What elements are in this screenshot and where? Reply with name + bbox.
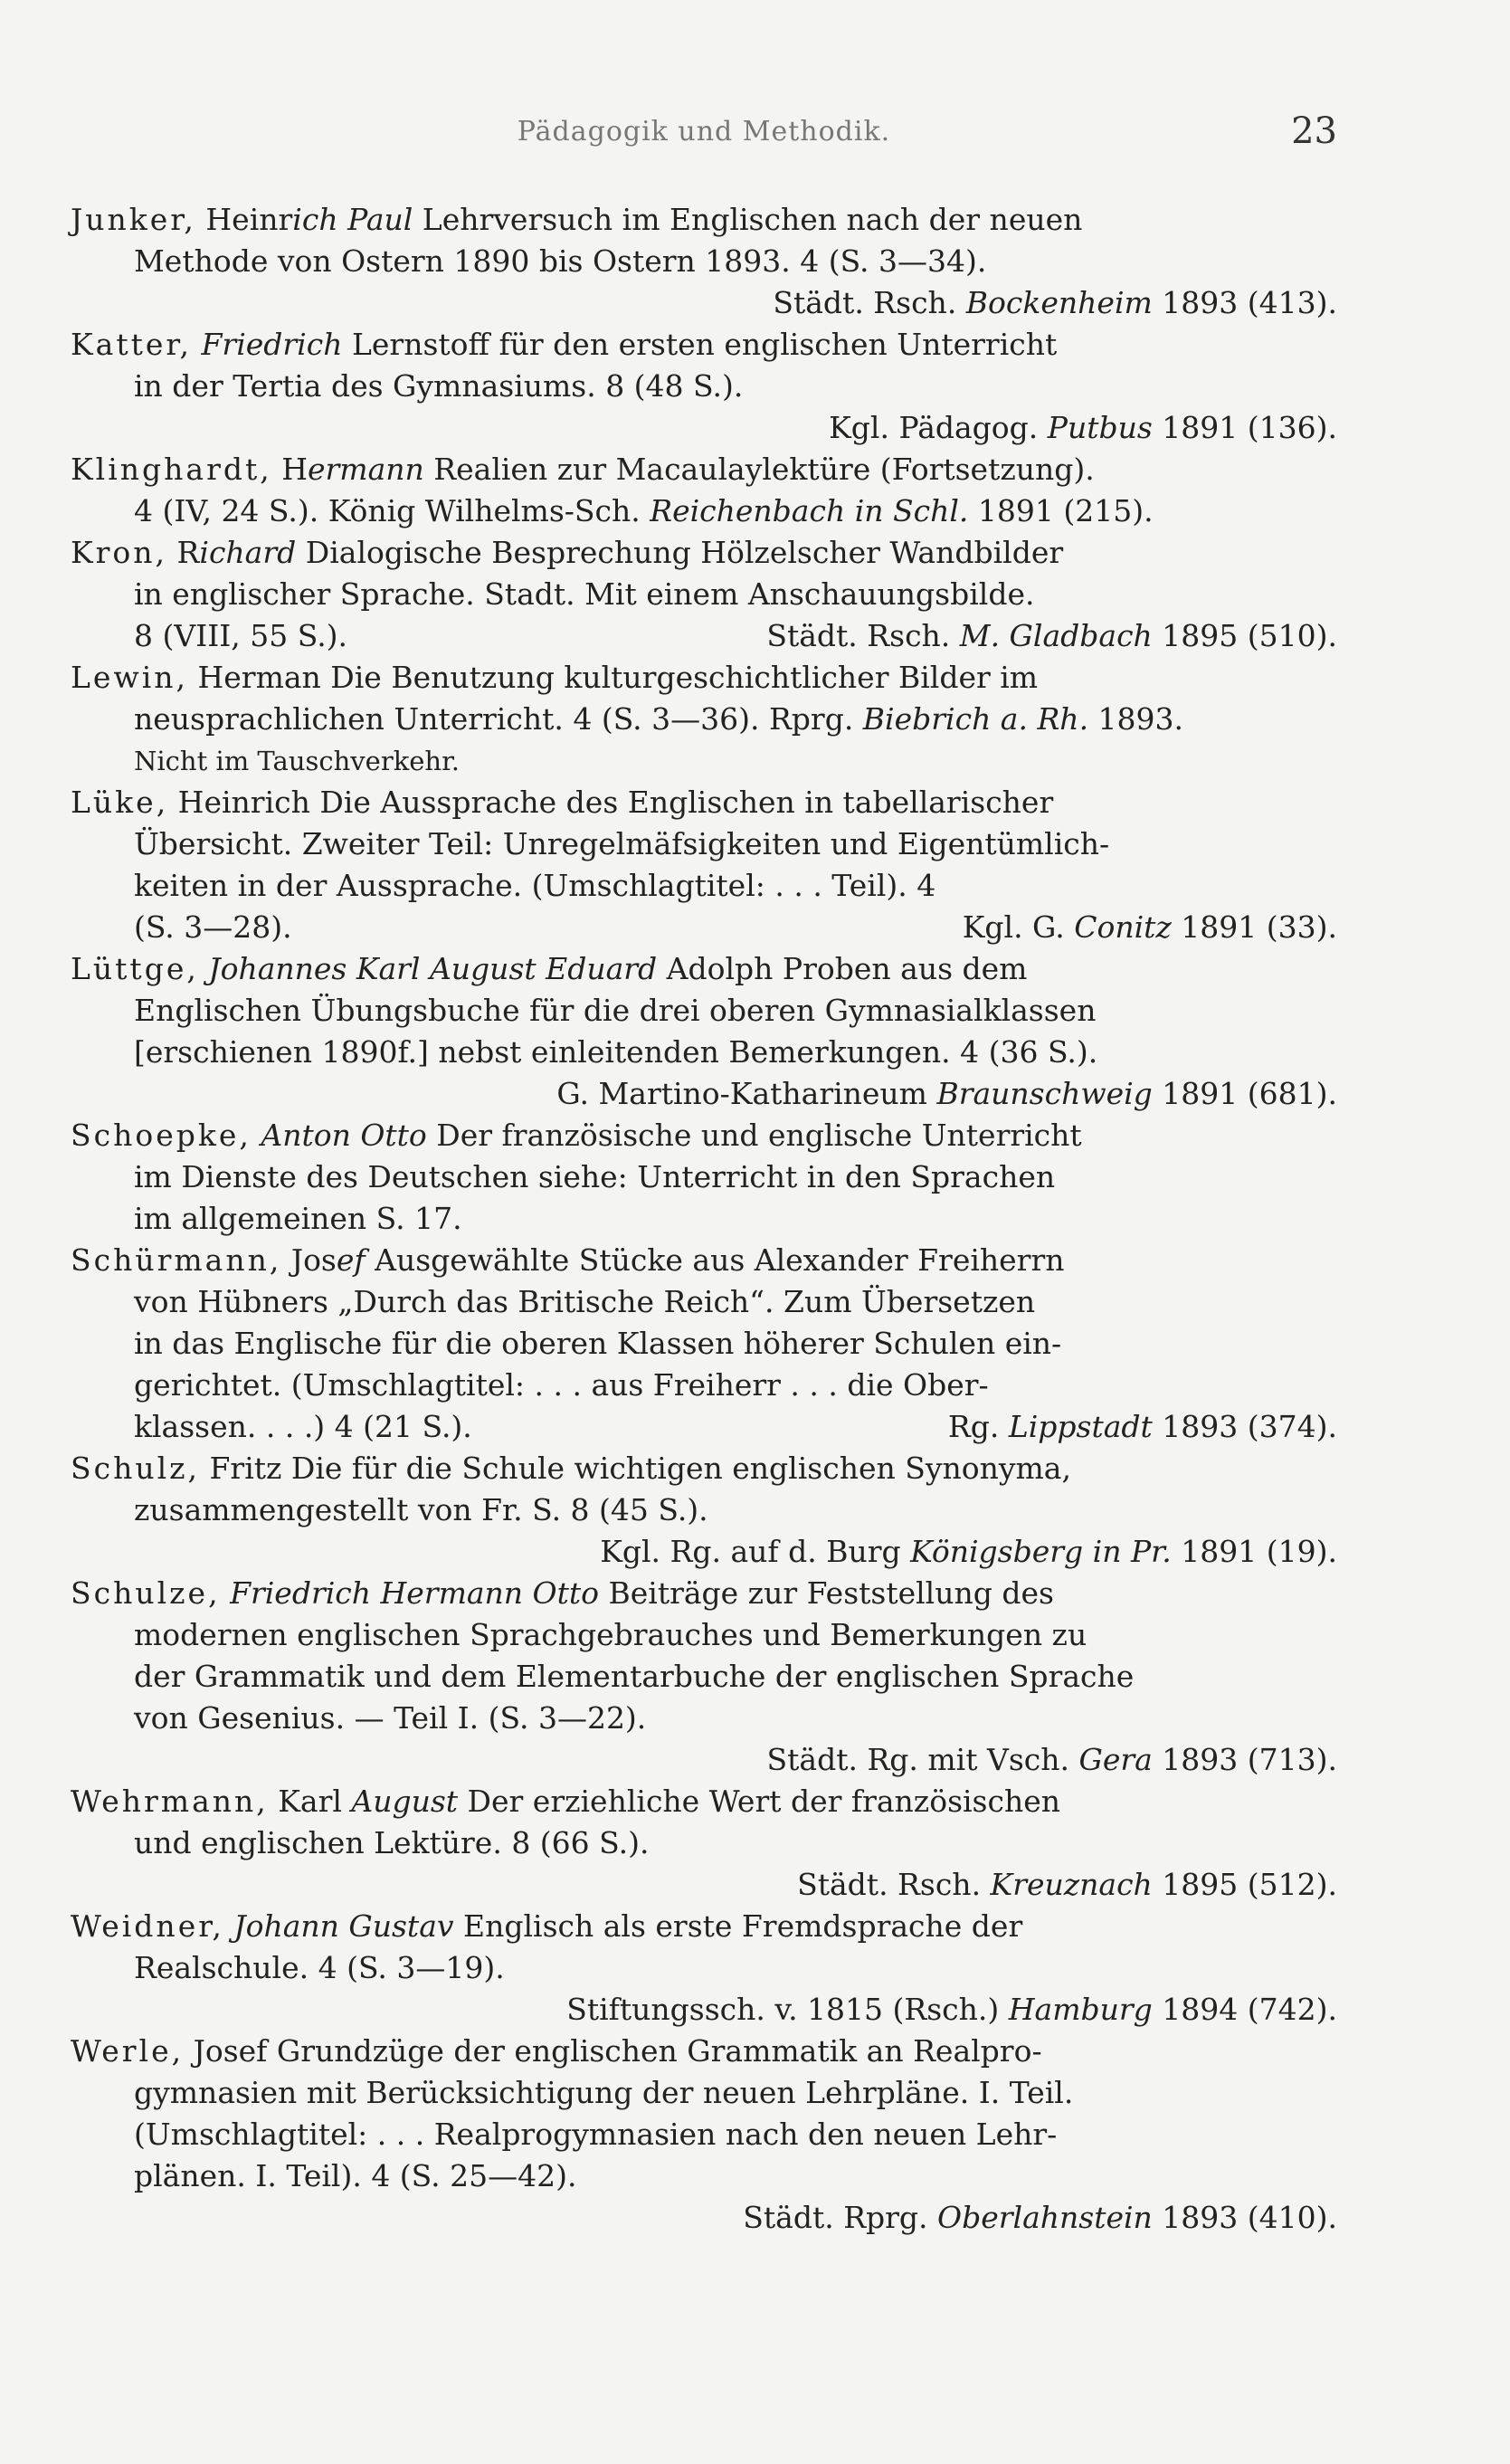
entry-text [338,202,348,237]
place-name: Lippstadt [1008,1409,1153,1444]
place-name: Königsberg in Pr. [910,1534,1172,1569]
list-item [71,1906,1337,2031]
place-name: Reichenbach in Schl. [650,493,969,528]
list-item [71,782,1337,948]
list-item [71,199,1337,324]
school-location [963,907,1337,948]
entry-text-italic: Johannes Karl August Eduard [208,951,658,986]
entry-text: Städt. Rsch. [766,618,960,653]
place-name: Putbus [1047,410,1153,445]
author-name: Lewin, [71,660,188,695]
place-name: Oberlahnstein [937,2200,1153,2235]
list-item [71,1573,1337,1781]
entry-line [71,2072,1337,2114]
entry-text: klassen. . . .) 4 (21 S.). [134,1409,472,1444]
school-location [948,1406,1337,1448]
entry-text: Josef Grundzüge der englischen Grammatik an Realpro- [184,2033,1042,2069]
entry-line [71,907,1337,948]
entry-text-italic: Johann Gustav [233,1908,454,1944]
entry-line [71,865,1337,907]
entry-line [71,1698,1337,1739]
entry-text: 1893 (713). [1152,1742,1337,1777]
school-location [71,1739,1337,1781]
entry-text: Kgl. Rg. auf d. Burg [600,1534,911,1569]
entry-text: Realien zur Macaulaylektüre (Fortsetzung). [423,452,1095,487]
entry-text: in der Tertia des Gymnasiums. 8 (48 S.). [134,368,744,404]
entry-text-italic: Paul [347,202,413,237]
entry-text: Städt. Rprg. [743,2200,938,2235]
entry-text: Heinrich Die Aussprache des Englischen in tabellarischer [168,785,1054,820]
entry-line [71,1406,1337,1448]
entry-line [71,948,1337,990]
page-header [71,109,1337,172]
entry-line [71,1115,1337,1156]
entry-line [71,657,1337,699]
entry-text: Lehrversuch im Englischen nach der neuen [413,202,1083,237]
entry-line [71,1614,1337,1656]
entry-text: im Dienste des Deutschen siehe: Unterricht in den Sprachen [134,1159,1056,1194]
entry-text: 1893 (410). [1152,2200,1337,2235]
list-item [71,532,1337,657]
entry-text: Beiträge zur Feststellung des [599,1575,1054,1611]
entry-line [71,1240,1337,1281]
entry-text: im allgemeinen S. 17. [134,1201,462,1236]
school-location [71,407,1337,449]
entry-line [71,1822,1337,1864]
entry-line [71,1281,1337,1323]
school-location [71,1989,1337,2031]
entry-text: Übersicht. Zweiter Teil: Unregelmäfsigkeiten und Eigentümlich- [134,826,1110,861]
entry-text: Der französische und englische Unterricht [426,1118,1082,1153]
entry-text: 1891 (136). [1152,410,1337,445]
entry-text: modernen englischen Sprachgebrauches und Bemerkungen zu [134,1617,1087,1652]
entry-text: neusprachlichen Unterricht. 4 (S. 3—36). Rprg. [134,701,863,737]
entry-line [71,241,1337,282]
entry-text: in englischer Sprache. Stadt. Mit einem Anschauungsbilde. [134,576,1035,612]
list-item [71,2031,1337,2239]
entry-text-italic: ef [336,1242,366,1278]
entry-line [71,199,1337,241]
author-name: Schoepke, [71,1118,252,1153]
entry-text: Stiftungssch. v. 1815 (Rsch.) [566,1992,1009,2027]
entry-line [71,1365,1337,1406]
entry-line [71,1489,1337,1531]
place-name: Braunschweig [936,1076,1153,1111]
entry-text-italic: ich [292,202,338,237]
entry-line [71,1448,1337,1489]
entry-text: Ausgewählte Stücke aus Alexander Freiherrn [365,1242,1065,1278]
author-name: Werle, [71,2033,185,2069]
entry-text: Heinr [195,202,293,237]
entry-line [71,1656,1337,1698]
entry-line [71,990,1337,1032]
list-item [71,1115,1337,1240]
entry-text: Der erziehliche Wert der französischen [458,1784,1061,1819]
entry-line [71,449,1337,490]
page-number: 23 [1291,110,1337,152]
list-item [71,948,1337,1115]
entry-text: G. Martino-Katharineum [556,1076,937,1111]
entry-line [71,782,1337,823]
entry-line [71,324,1337,366]
entry-text: Englisch als erste Fremdsprache der [453,1908,1023,1944]
place-name: Hamburg [1008,1992,1153,2027]
entry-text: 1893 (413). [1152,285,1337,320]
entry-line [71,1573,1337,1614]
entry-text: 1891 (19). [1171,1534,1337,1569]
entry-text-italic: Anton Otto [261,1118,427,1153]
entry-line [71,490,1337,532]
entry-text: von Hübners „Durch das Britische Reich“. Zum Übersetzen [134,1284,1036,1319]
author-name: Klinghardt, [71,452,272,487]
entry-line [71,823,1337,865]
entry-text: Fritz Die für die Schule wichtigen englischen Synonyma, [200,1451,1071,1486]
entry-text: gerichtet. (Umschlagtitel: . . . aus Freiherr . . . die Ober- [134,1367,989,1403]
entry-text: Kgl. Pädagog. [829,410,1048,445]
author-name: Junker, [71,202,196,237]
entry-text: Dialogische Besprechung Hölzelscher Wandbilder [296,535,1064,570]
place-name: Bockenheim [965,285,1153,320]
entry-text: 1895 (510). [1152,618,1337,653]
school-location [71,282,1337,324]
entry-text: (S. 3—28). [134,909,292,945]
entry-text: 1893. [1088,701,1184,737]
entry-text: der Grammatik und dem Elementarbuche der englischen Sprache [134,1659,1135,1694]
entry-text: 1891 (33). [1171,909,1337,945]
entry-text: Herman Die Benutzung kulturgeschichtlicher Bilder im [188,660,1039,695]
entry-text: 1891 (681). [1152,1076,1337,1111]
page [71,109,1337,2239]
author-name: Lüke, [71,785,169,820]
entry-note [71,740,1337,782]
author-name: Schürmann, [71,1242,282,1278]
entry-line [71,366,1337,407]
entry-line [71,2114,1337,2155]
author-name: Katter, [71,327,193,362]
entry-text: keiten in der Aussprache. (Umschlagtitel: . . . Teil). 4 [134,868,936,903]
entry-text: Städt. Rsch. [797,1867,991,1902]
entry-text [224,1908,234,1944]
author-name: Kron, [71,535,168,570]
entry-text [221,1575,231,1611]
entry-line [71,2031,1337,2072]
school-location [71,1531,1337,1573]
entry-text: plänen. I. Teil). 4 (S. 25—42). [134,2158,577,2193]
entry-text: H [271,452,308,487]
entry-text [199,951,209,986]
entry-text: Methode von Ostern 1890 bis Ostern 1893. 4 (S. 3—34). [134,243,987,279]
entry-text-italic: Friedrich Hermann Otto [230,1575,599,1611]
entry-text: Städt. Rsch. [773,285,966,320]
entry-text: in das Englische für die oberen Klassen höherer Schulen ein- [134,1326,1062,1361]
entry-line [71,1323,1337,1365]
list-item [71,657,1337,782]
entry-text: von Gesenius. — Teil I. (S. 3—22). [134,1700,647,1736]
running-title: Pädagogik und Methodik. [517,116,891,147]
entry-line [71,574,1337,615]
entry-line [71,532,1337,574]
entry-line [71,699,1337,740]
author-name: Weidner, [71,1908,224,1944]
list-item [71,1448,1337,1573]
entry-line [71,1198,1337,1240]
author-name: Schulz, [71,1451,201,1486]
entry-text: gymnasien mit Berücksichtigung der neuen Lehrpläne. I. Teil. [134,2075,1074,2110]
entry-text: und englischen Lektüre. 8 (66 S.). [134,1825,650,1860]
entry-text: Englischen Übungsbuche für die drei oberen Gymnasialklassen [134,993,1097,1028]
school-location [71,1864,1337,1906]
entry-text: Städt. Rg. mit Vsch. [766,1742,1079,1777]
author-name: Lüttge, [71,951,199,986]
entry-text: 4 (IV, 24 S.). König Wilhelms-Sch. [134,493,651,528]
list-item [71,324,1337,449]
school-location [71,2197,1337,2239]
list-item [71,449,1337,532]
place-name: Biebrich a. Rh. [862,701,1089,737]
entry-text: 1893 (374). [1152,1409,1337,1444]
entry-text-italic: Friedrich [201,327,343,362]
entry-line [71,1781,1337,1822]
place-name: M. Gladbach [959,618,1153,653]
entry-text: Rg. [947,1409,1009,1444]
entry-text: Realschule. 4 (S. 3—19). [134,1950,505,1985]
school-location [71,1073,1337,1115]
entry-text [192,327,202,362]
entry-text-italic: ermann [308,452,424,487]
entry-text: [erschienen 1890f.] nebst einleitenden Bemerkungen. 4 (36 S.). [134,1034,1098,1070]
entry-text: Kgl. G. [962,909,1075,945]
place-name: Kreuznach [990,1867,1153,1902]
entry-text: zusammengestellt von Fr. S. 8 (45 S.). [134,1492,708,1527]
entry-line [71,2155,1337,2197]
entry-text: R [167,535,200,570]
entry-text [252,1118,261,1153]
school-location [766,615,1337,657]
list-item [71,1781,1337,1906]
entry-line [71,1156,1337,1198]
entry-text-italic: August [351,1784,459,1819]
entry-text: 1895 (512). [1152,1867,1337,1902]
entry-text: Jos [281,1242,337,1278]
bibliography-list [71,199,1337,2239]
entry-line [71,1906,1337,1947]
entry-line [71,1032,1337,1073]
author-name: Wehrmann, [71,1784,269,1819]
entry-text: 1891 (215). [968,493,1154,528]
entry-text: 8 (VIII, 55 S.). [134,618,348,653]
place-name: Conitz [1074,909,1172,945]
entry-text-italic: ichard [199,535,297,570]
place-name: Gera [1078,1742,1153,1777]
entry-text: Karl [268,1784,352,1819]
entry-line [71,1947,1337,1989]
list-item [71,1240,1337,1448]
entry-text: Nicht im Tauschverkehr. [134,746,461,776]
entry-text: (Umschlagtitel: . . . Realprogymnasien nach den neuen Lehr- [134,2117,1058,2152]
entry-text: Adolph Proben aus dem [657,951,1028,986]
entry-line [71,615,1337,657]
entry-text: 1894 (742). [1152,1992,1337,2027]
author-name: Schulze, [71,1575,221,1611]
entry-text: Lernstoff für den ersten englischen Unterricht [342,327,1058,362]
